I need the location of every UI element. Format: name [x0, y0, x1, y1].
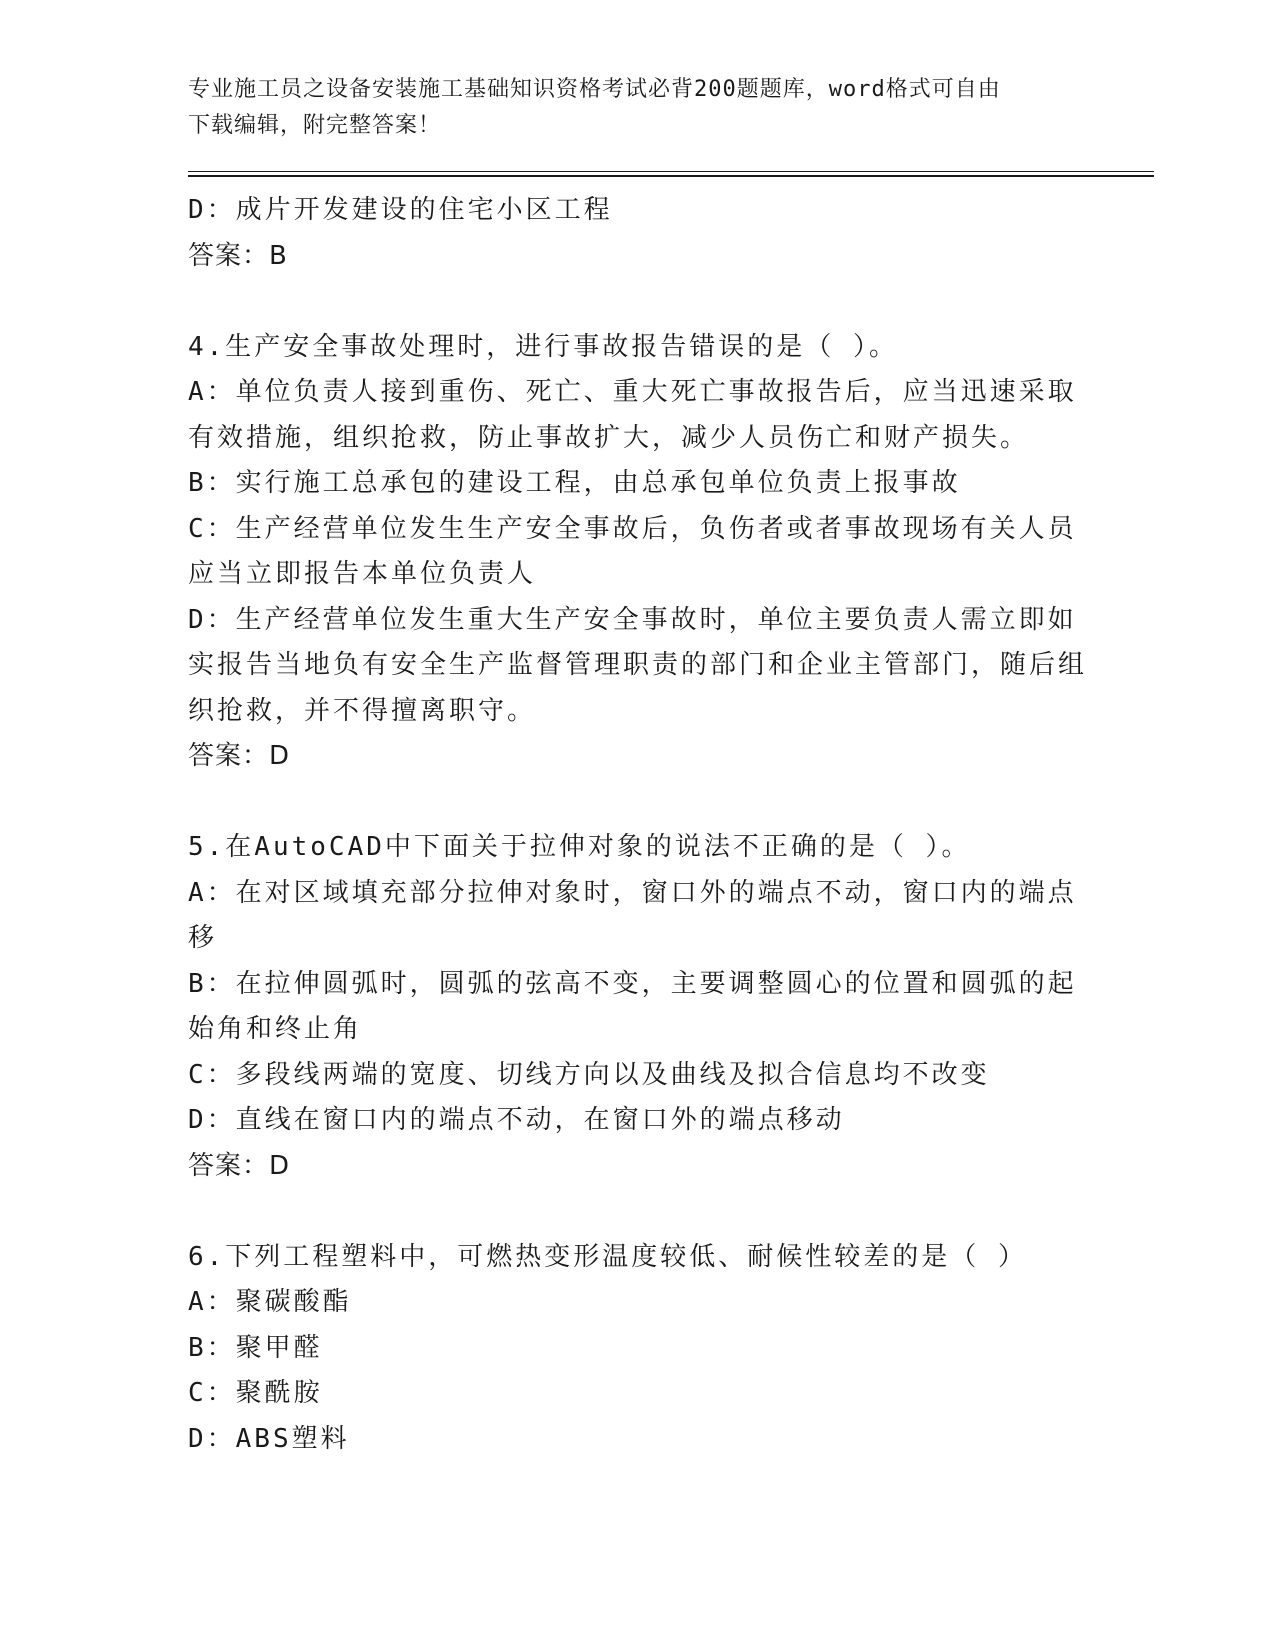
document-header — [188, 72, 1088, 144]
spacer — [188, 1189, 1088, 1235]
option-b: B：聚甲醛 — [188, 1332, 323, 1363]
header-line-2: 下载编辑，附完整答案！ — [188, 113, 442, 138]
question-4 — [188, 325, 1088, 780]
question-6 — [188, 1235, 1088, 1463]
option-b: B：在拉伸圆弧时，圆弧的弦高不变，主要调整圆心的位置和圆弧的起始角和终止角 — [188, 968, 1077, 1044]
question-stem: 5.在AutoCAD中下面关于拉伸对象的说法不正确的是（ ）。 — [188, 832, 971, 862]
option-a: A：在对区域填充部分拉伸对象时，窗口外的端点不动，窗口内的端点移 — [188, 877, 1077, 953]
question-5 — [188, 825, 1088, 1189]
answer: 答案：D — [188, 1150, 291, 1181]
document-body — [188, 188, 1088, 1462]
question-stem: 4.生产安全事故处理时，进行事故报告错误的是（ ）。 — [188, 331, 898, 362]
option-c: C：生产经营单位发生生产安全事故后，负伤者或者事故现场有关人员应当立即报告本单位负责人 — [188, 513, 1077, 589]
spacer — [188, 780, 1088, 826]
option-b: B：实行施工总承包的建设工程，由总承包单位负责上报事故 — [188, 468, 961, 498]
option-c: C：多段线两端的宽度、切线方向以及曲线及拟合信息均不改变 — [188, 1059, 990, 1090]
header-divider-thin — [188, 171, 1154, 172]
question-stem: 6.下列工程塑料中，可燃热变形温度较低、耐候性较差的是（ ） — [188, 1241, 1027, 1272]
answer: 答案：D — [188, 741, 291, 771]
header-line-1: 专业施工员之设备安装施工基础知识资格考试必背200题题库，word格式可自由 — [188, 77, 1001, 102]
option-d: D：直线在窗口内的端点不动，在窗口外的端点移动 — [188, 1105, 845, 1135]
answer-prev: 答案：B — [188, 240, 288, 271]
spacer — [188, 279, 1088, 325]
option-a: A：单位负责人接到重伤、死亡、重大死亡事故报告后，应当迅速采取有效措施，组织抢救，防止事故扩大，减少人员伤亡和财产损失。 — [188, 377, 1077, 453]
option-a: A：聚碳酸酯 — [188, 1287, 352, 1317]
option-d: D：生产经营单位发生重大生产安全事故时，单位主要负责人需立即如实报告当地负有安全生产监督管理职责的部门和企业主管部门，随后组织抢救，并不得擅离职守。 — [188, 604, 1088, 726]
header-divider-thick — [188, 175, 1154, 177]
option-c: C：聚酰胺 — [188, 1378, 323, 1408]
option-d-prev: D：成片开发建设的住宅小区工程 — [188, 195, 613, 225]
option-d: D：ABS塑料 — [188, 1423, 350, 1454]
